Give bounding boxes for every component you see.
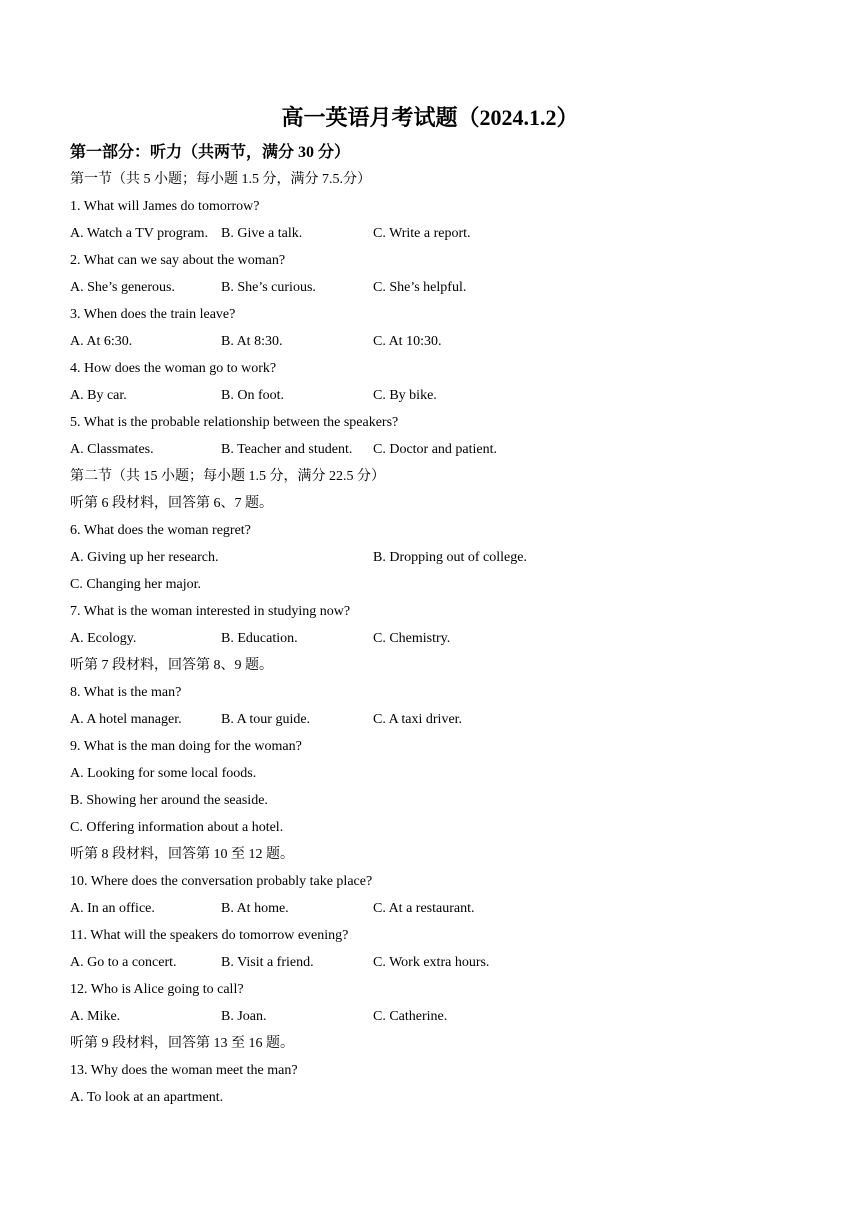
question-13: 13. Why does the woman meet the man?: [70, 1063, 298, 1078]
section-one-heading: 第一节（共 5 小题；每小题 1.5 分，满分 7.5.分）: [70, 172, 371, 187]
part-one-heading: 第一部分：听力（共两节，满分 30 分）: [70, 144, 351, 161]
q9-option-a: A. Looking for some local foods.: [70, 766, 257, 781]
q2-option-c: C. She’s helpful.: [373, 280, 467, 295]
q7-option-c: C. Chemistry.: [373, 631, 451, 646]
q5-option-b: B. Teacher and student.: [221, 442, 353, 457]
question-11: 11. What will the speakers do tomorrow evening?: [70, 928, 349, 943]
q9-option-c: C. Offering information about a hotel.: [70, 820, 284, 835]
q12-option-a: A. Mike.: [70, 1009, 121, 1024]
question-1: 1. What will James do tomorrow?: [70, 199, 260, 214]
question-3: 3. When does the train leave?: [70, 307, 236, 322]
q10-option-b: B. At home.: [221, 901, 289, 916]
q3-option-c: C. At 10:30.: [373, 334, 442, 349]
q4-option-c: C. By bike.: [373, 388, 437, 403]
material-7-instruction: 听第 7 段材料，回答第 8、9 题。: [70, 658, 273, 673]
q4-option-b: B. On foot.: [221, 388, 284, 403]
q11-option-c: C. Work extra hours.: [373, 955, 490, 970]
q6-option-b: B. Dropping out of college.: [373, 550, 527, 565]
q11-option-b: B. Visit a friend.: [221, 955, 314, 970]
question-7: 7. What is the woman interested in studying now?: [70, 604, 351, 619]
material-8-instruction: 听第 8 段材料，回答第 10 至 12 题。: [70, 847, 294, 862]
question-12: 12. Who is Alice going to call?: [70, 982, 244, 997]
material-6-instruction: 听第 6 段材料，回答第 6、7 题。: [70, 496, 273, 511]
q8-option-c: C. A taxi driver.: [373, 712, 463, 727]
q11-option-a: A. Go to a concert.: [70, 955, 177, 970]
q8-option-a: A. A hotel manager.: [70, 712, 182, 727]
q7-option-a: A. Ecology.: [70, 631, 137, 646]
q2-option-a: A. She’s generous.: [70, 280, 175, 295]
q1-option-a: A. Watch a TV program.: [70, 226, 209, 241]
q9-option-b: B. Showing her around the seaside.: [70, 793, 268, 808]
q3-option-b: B. At 8:30.: [221, 334, 283, 349]
q3-option-a: A. At 6:30.: [70, 334, 133, 349]
exam-title: 高一英语月考试题（2024.1.2）: [281, 105, 579, 130]
question-10: 10. Where does the conversation probably take place?: [70, 874, 373, 889]
q10-option-c: C. At a restaurant.: [373, 901, 475, 916]
section-two-heading: 第二节（共 15 小题；每小题 1.5 分，满分 22.5 分）: [70, 469, 385, 484]
q4-option-a: A. By car.: [70, 388, 127, 403]
material-9-instruction: 听第 9 段材料，回答第 13 至 16 题。: [70, 1036, 294, 1051]
q1-option-c: C. Write a report.: [373, 226, 471, 241]
q12-option-b: B. Joan.: [221, 1009, 267, 1024]
q6-option-a: A. Giving up her research.: [70, 550, 219, 565]
question-4: 4. How does the woman go to work?: [70, 361, 277, 376]
question-5: 5. What is the probable relationship between the speakers?: [70, 415, 399, 430]
q10-option-a: A. In an office.: [70, 901, 155, 916]
question-9: 9. What is the man doing for the woman?: [70, 739, 302, 754]
question-8: 8. What is the man?: [70, 685, 182, 700]
question-2: 2. What can we say about the woman?: [70, 253, 286, 268]
q12-option-c: C. Catherine.: [373, 1009, 448, 1024]
q13-option-a: A. To look at an apartment.: [70, 1090, 224, 1105]
q1-option-b: B. Give a talk.: [221, 226, 303, 241]
q7-option-b: B. Education.: [221, 631, 298, 646]
q5-option-a: A. Classmates.: [70, 442, 154, 457]
q2-option-b: B. She’s curious.: [221, 280, 316, 295]
q8-option-b: B. A tour guide.: [221, 712, 311, 727]
question-6: 6. What does the woman regret?: [70, 523, 251, 538]
q5-option-c: C. Doctor and patient.: [373, 442, 498, 457]
q6-option-c: C. Changing her major.: [70, 577, 202, 592]
